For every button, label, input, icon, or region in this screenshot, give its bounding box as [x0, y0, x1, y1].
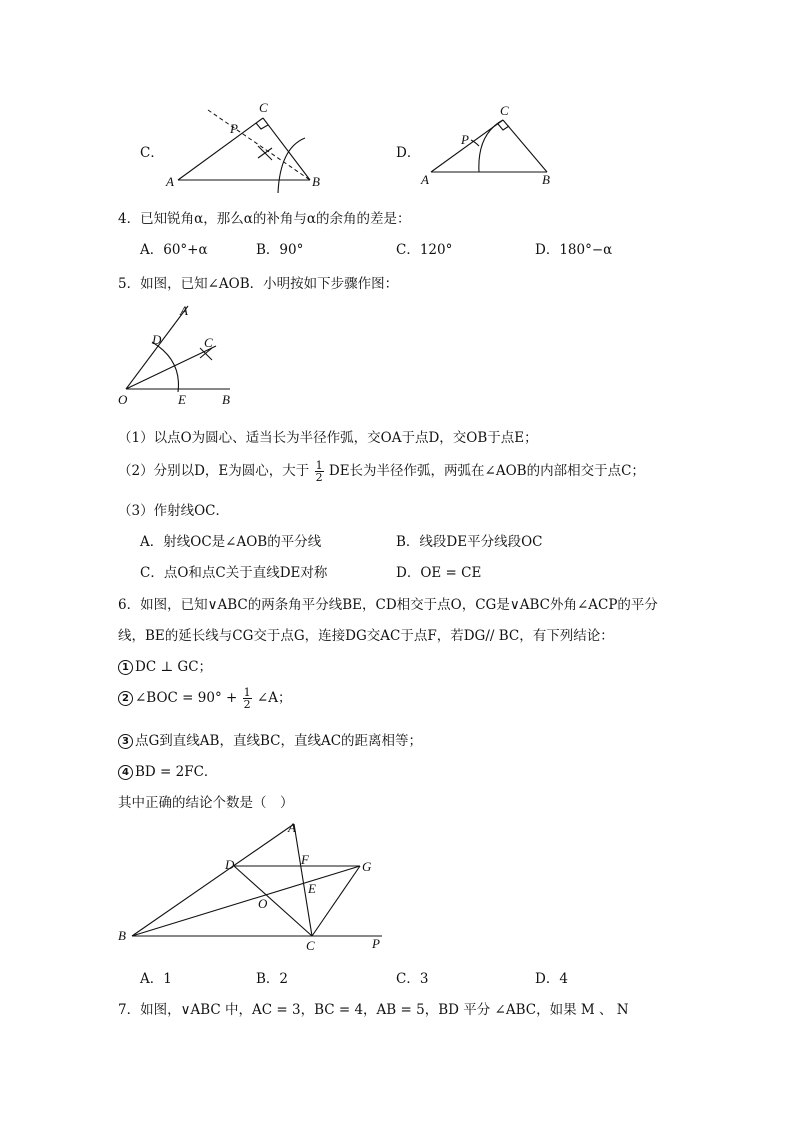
- q5-label-b: B: [222, 392, 230, 407]
- q6-c2-fraction: [243, 687, 252, 710]
- circled-number-1: 1: [118, 660, 133, 675]
- q6-label-c: C: [306, 938, 315, 953]
- q6-conclusion-1: [118, 655, 212, 675]
- q6-label-b: B: [118, 928, 126, 943]
- q6-option-b: B．2: [256, 971, 289, 987]
- figure-option-c: [160, 98, 330, 193]
- option-c-label: C．: [140, 145, 164, 161]
- q6-option-a: A．1: [140, 971, 172, 987]
- q6-label-d: D: [225, 857, 235, 872]
- q6-c3-text: 点G到直线AB，直线BC，直线AC的距离相等；: [135, 733, 423, 749]
- q6-stem-line1: 6．如图，已知∨ABC的两条角平分线BE，CD相交于点O，CG是∨ABC外角∠ACP的平分: [118, 597, 658, 613]
- q5-step1: （1）以点O为圆心、适当长为半径作弧，交OA于点D，交OB于点E；: [118, 430, 538, 446]
- q5-label-d: D: [152, 332, 162, 347]
- q6-c2-post: ∠A；: [256, 690, 292, 706]
- q6-c4-text: BD = 2FC．: [135, 764, 218, 780]
- q5-option-d: D．OE = CE: [396, 565, 482, 581]
- q4-option-b: B．90°: [256, 242, 304, 258]
- q4-option-a: A．60°+α: [140, 242, 208, 258]
- q4-option-d: D．180°−α: [535, 242, 613, 258]
- q6-label-a: A: [288, 820, 296, 835]
- q6-c2-pre: ∠BOC = 90° +: [135, 690, 238, 706]
- c-label-a: A: [166, 174, 174, 189]
- q6-label-g: G: [362, 859, 372, 874]
- circled-number-2: 2: [118, 691, 133, 706]
- q5-step3: （3）作射线OC．: [118, 503, 229, 519]
- q6-option-d: D．4: [535, 971, 568, 987]
- q6-question: 其中正确的结论个数是（ ）: [118, 795, 294, 811]
- q4-option-c: C．120°: [396, 242, 453, 258]
- c-label-c: C: [259, 100, 268, 115]
- q6-c1-text: DC ⊥ GC；: [135, 659, 213, 675]
- q5-step2: [118, 459, 645, 483]
- q4-stem: 4．已知锐角α，那么α的补角与α的余角的差是：: [118, 211, 411, 227]
- q5-step2-post: DE长为半径作弧，两弧在∠AOB的内部相交于点C；: [328, 463, 645, 479]
- figure-option-d: [415, 98, 565, 193]
- q5-option-c: C．点O和点C关于直线DE对称: [140, 565, 328, 581]
- q5-label-e: E: [178, 392, 186, 407]
- q6-label-f: F: [301, 852, 309, 867]
- q5-label-c: C: [204, 335, 213, 350]
- figure-q6: [112, 812, 402, 957]
- c-label-b: B: [312, 174, 320, 189]
- circled-number-4: 4: [118, 765, 133, 780]
- d-label-c: C: [500, 103, 509, 118]
- c-label-p: P: [230, 121, 238, 136]
- q5-stem: 5．如图，已知∠AOB．小明按如下步骤作图：: [118, 276, 399, 292]
- q5-option-a: A．射线OC是∠AOB的平分线: [140, 534, 322, 550]
- q5-label-o: O: [118, 392, 128, 407]
- option-d-label: D．: [396, 145, 421, 161]
- d-label-a: A: [421, 172, 429, 187]
- q5-label-a: A: [180, 303, 188, 318]
- q6-frac-num: 1: [243, 686, 251, 699]
- q6-stem-line2: 线，BE的延长线与CG交于点G，连接DG交AC于点F，若DG// BC，有下列结论：: [118, 628, 614, 644]
- q6-conclusion-4: [118, 760, 217, 780]
- q6-frac-den: 2: [243, 698, 251, 711]
- q6-label-p: P: [372, 936, 380, 951]
- q5-step2-fraction: [315, 460, 324, 483]
- figure-q5: [112, 300, 252, 410]
- d-label-p: P: [461, 132, 469, 147]
- circled-number-3: 3: [118, 734, 133, 749]
- q5-frac-num: 1: [315, 459, 323, 472]
- q6-conclusion-2: [118, 686, 291, 710]
- q6-label-o: O: [258, 896, 268, 911]
- q5-step2-pre: （2）分别以D，E为圆心，大于: [118, 463, 310, 479]
- q6-option-c: C．3: [396, 971, 429, 987]
- q7-stem: 7．如图，∨ABC 中，AC = 3，BC = 4，AB = 5，BD 平分 ∠ABC，如果 M 、 N: [118, 1002, 629, 1018]
- q6-label-e: E: [308, 881, 316, 896]
- q5-option-b: B．线段DE平分线段OC: [396, 534, 543, 550]
- d-label-b: B: [542, 172, 550, 187]
- q5-frac-den: 2: [315, 471, 323, 484]
- q6-conclusion-3: [118, 729, 422, 749]
